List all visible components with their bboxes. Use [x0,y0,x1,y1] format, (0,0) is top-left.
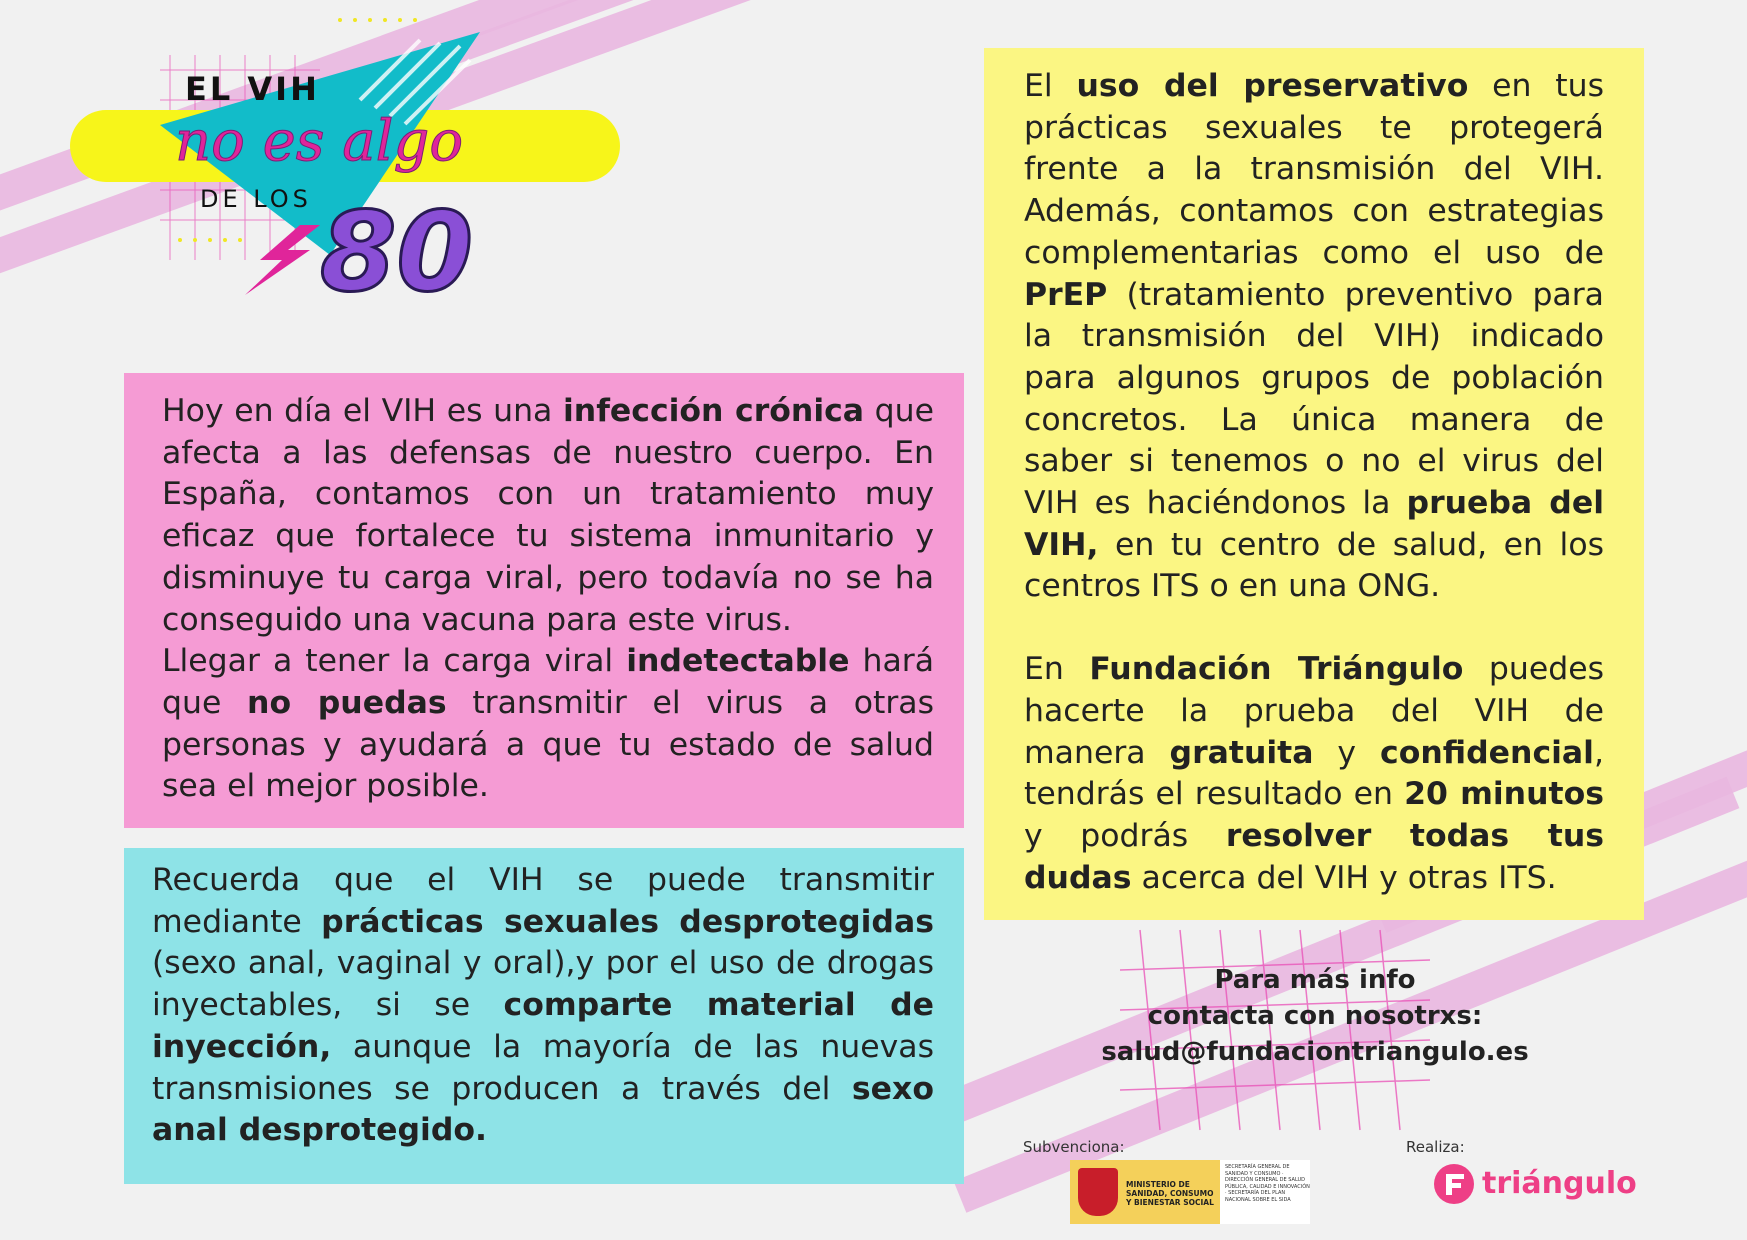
triangulo-logo [1434,1164,1637,1204]
prevention-info-box [984,48,1644,920]
text: Llegar a tener la carga viral [162,643,627,680]
emphasis: Fundación Triángulo [1089,651,1464,688]
emphasis: no puedas [247,684,447,721]
contact-line-1: Para más info [1214,965,1416,995]
logo-line1: EL VIH [185,70,320,108]
emphasis: sexo anal desprotegido. [152,1070,934,1149]
emphasis: gratuita [1169,734,1314,771]
emphasis: 20 minutos [1404,776,1604,813]
emphasis: indetectable [626,643,850,680]
text: Recuerda que el VIH se puede transmitir mediante [152,862,934,940]
spacer [1024,608,1604,649]
hiv-info-box [124,373,964,828]
realiza-label: Realiza: [1406,1138,1465,1156]
text: puedes hacerte la prueba del VIH de manera [1024,651,1604,771]
triangulo-wordmark: triángulo [1482,1166,1637,1201]
text: , tendrás el resultado en [1024,734,1604,813]
triangulo-glyph [1434,1164,1474,1204]
contact-info [1080,962,1550,1070]
ministry-logo-panel [1070,1160,1220,1224]
triangulo-icon [1434,1164,1474,1204]
emphasis: infección crónica [562,393,865,429]
text: y [1313,734,1381,771]
text: En [1024,651,1090,688]
text: El [1024,68,1077,104]
text: en tu centro de salud, en los centros ITS o en una ONG. [1024,526,1604,605]
ministry-departments: SECRETARÍA GENERAL DE SANIDAD Y CONSUMO · DIRECCIÓN GENERAL DE SALUD PÚBLICA, CALIDAD E INNOVACIÓN · SECRETARÍA DEL PLAN NACIONAL SOBRE EL SIDA [1225,1164,1310,1203]
prevention-paragraph-2 [1024,649,1604,899]
logo-line2: no es algo [175,109,464,174]
logo-line4: 80 [320,188,474,316]
coat-of-arms-icon [1078,1168,1118,1216]
emphasis: prueba del VIH, [1024,485,1604,563]
text: Hoy en día el VIH es una [162,393,563,429]
text: transmitir el virus a otras personas y ayudará a que tu estado de salud sea el mejor posible. [162,684,934,805]
transmission-info-box [124,848,964,1184]
emphasis: prácticas sexuales desprotegidas [321,903,934,940]
subvenciona-label: Subvenciona: [1023,1138,1125,1156]
emphasis: resolver todas tus dudas [1024,817,1604,896]
contact-line-2: contacta con nosotrxs: [1147,1001,1483,1031]
emphasis: uso del preservativo [1076,68,1469,104]
logo [60,10,660,320]
text: acerca del VIH y otras ITS. [1131,859,1557,896]
emphasis: confidencial [1380,734,1594,771]
text: en tus prácticas sexuales te protegerá frente a la transmisión del VIH. Además, contamos con estrategias complementarias como el uso de [1024,68,1604,271]
text: (sexo anal, vaginal y oral),y por el uso de drogas inyectables, si se [152,945,934,1024]
hiv-info-paragraph-2 [162,641,934,808]
text: aunque la mayoría de las nuevas transmisiones se producen a través del [152,1028,934,1107]
transmission-paragraph [152,860,934,1152]
logo-line3: DE LOS [200,185,312,213]
ministry-name: MINISTERIO DE SANIDAD, CONSUMO Y BIENESTAR SOCIAL [1126,1180,1214,1207]
emphasis: PrEP [1024,276,1108,313]
text: y podrás [1024,817,1226,854]
hiv-info-paragraph-1 [162,391,934,641]
text: (tratamiento preventivo para la transmisión del VIH) indicado para algunos grupos de población concretos. La única manera de saber si tenemos o no el virus del VIH es haciéndonos la [1024,276,1604,522]
text: que afecta a las defensas de nuestro cuerpo. En España, contamos con un tratamiento muy eficaz que fortalece tu sistema inmunitario y disminuye tu carga viral, pero todavía no se ha conseguido una vacuna para este virus. [162,393,935,638]
emphasis: comparte material de inyección, [152,987,934,1065]
contact-email-link[interactable]: salud@fundaciontriangulo.es [1101,1037,1529,1067]
prevention-paragraph-1 [1024,66,1604,608]
text: hará que [162,643,934,721]
ministry-logo [1070,1160,1310,1224]
